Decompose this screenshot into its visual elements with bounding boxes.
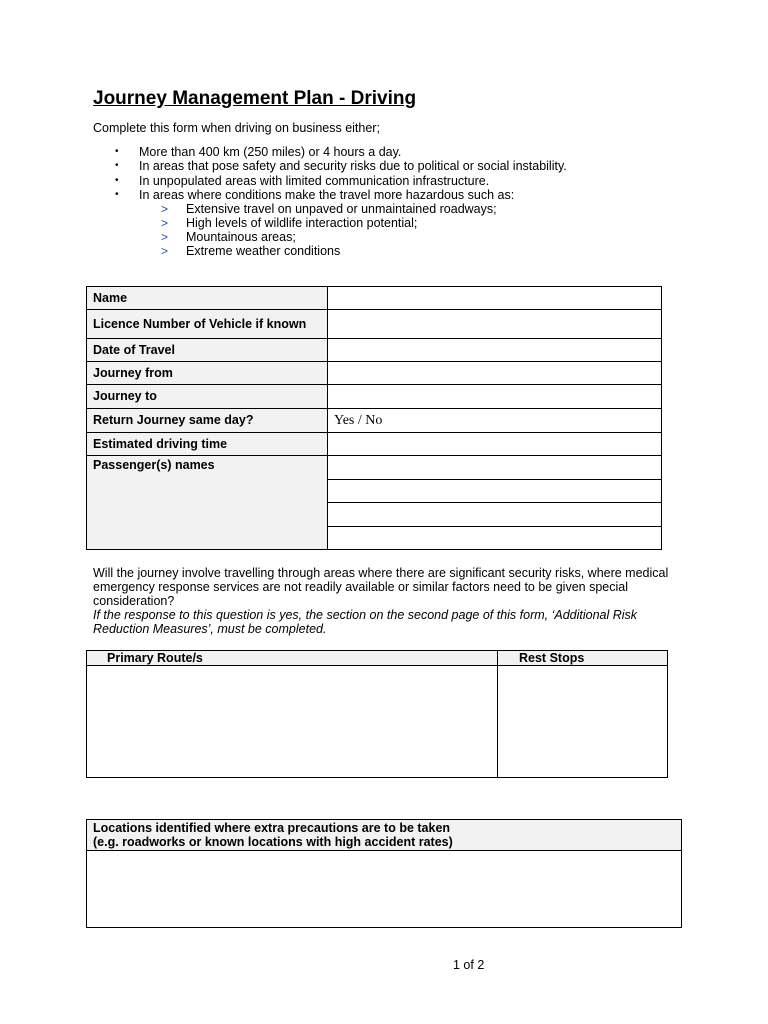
- primary-route-header: Primary Route/s: [87, 651, 498, 666]
- bullet-icon: •: [115, 188, 119, 200]
- return-value: Yes / No: [334, 412, 383, 428]
- sub-list-item: > Mountainous areas;: [161, 230, 296, 245]
- journey-from-label: Journey from: [87, 362, 328, 385]
- arrow-icon: >: [161, 216, 169, 231]
- arrow-icon: >: [161, 230, 169, 245]
- list-item: • In unpopulated areas with limited communication infrastructure.: [115, 173, 490, 188]
- date-label: Date of Travel: [87, 339, 328, 362]
- journey-from-field[interactable]: [328, 362, 662, 385]
- question-text: Will the journey involve travelling through areas where there are significant security risks, where medical emergency response services are not readily available or similar factors need to be given special consideration?: [93, 566, 669, 608]
- page-number: 1 of 2: [453, 958, 485, 972]
- rest-stops-header: Rest Stops: [498, 651, 668, 666]
- locations-field[interactable]: [87, 851, 682, 928]
- locations-table: [86, 819, 682, 928]
- name-field[interactable]: [328, 287, 662, 310]
- bullet-icon: •: [115, 174, 119, 186]
- passenger-field[interactable]: [328, 527, 662, 550]
- sub-list-item: > Extreme weather conditions: [161, 244, 341, 259]
- list-item: • In areas that pose safety and security risks due to political or social instability.: [115, 159, 567, 174]
- intro-text: Complete this form when driving on business either;: [93, 121, 380, 135]
- locations-header: [87, 820, 682, 851]
- return-label: Return Journey same day?: [87, 409, 328, 433]
- return-field[interactable]: [328, 409, 662, 433]
- arrow-icon: >: [161, 244, 169, 259]
- locations-header-line1: Locations identified where extra precautions are to be taken: [93, 821, 451, 835]
- journey-details-table: [86, 286, 662, 550]
- list-item: • In areas where conditions make the travel more hazardous such as:: [115, 187, 515, 202]
- journey-to-field[interactable]: [328, 385, 662, 409]
- driving-time-field[interactable]: [328, 433, 662, 456]
- passenger-field[interactable]: [328, 456, 662, 480]
- licence-label: Licence Number of Vehicle if known: [87, 310, 328, 339]
- journey-to-label: Journey to: [87, 385, 328, 409]
- bullet-icon: •: [115, 146, 119, 157]
- bullet-icon: •: [115, 160, 119, 172]
- question-note: If the response to this question is yes, the section on the second page of this form, ‘Additional Risk Reduction Measures’, must be completed.: [93, 608, 638, 636]
- criteria-list: [93, 145, 693, 258]
- primary-route-field[interactable]: [87, 666, 498, 778]
- licence-field[interactable]: [328, 310, 662, 339]
- passenger-field[interactable]: [328, 503, 662, 527]
- page-title: Journey Management Plan - Driving: [93, 88, 417, 109]
- date-field[interactable]: [328, 339, 662, 362]
- name-label: Name: [87, 287, 328, 310]
- sub-list-item: > Extensive travel on unpaved or unmaintained roadways;: [161, 202, 497, 217]
- passengers-label: Passenger(s) names: [87, 456, 328, 550]
- list-item: • More than 400 km (250 miles) or 4 hours a day.: [115, 145, 402, 159]
- sub-list-item: > High levels of wildlife interaction potential;: [161, 216, 418, 231]
- security-question: [93, 566, 673, 636]
- driving-time-label: Estimated driving time: [87, 433, 328, 456]
- rest-stops-field[interactable]: [498, 666, 668, 778]
- passenger-field[interactable]: [328, 480, 662, 503]
- locations-header-line2: (e.g. roadworks or known locations with high accident rates): [93, 835, 453, 849]
- routes-table: [86, 650, 668, 778]
- arrow-icon: >: [161, 202, 169, 217]
